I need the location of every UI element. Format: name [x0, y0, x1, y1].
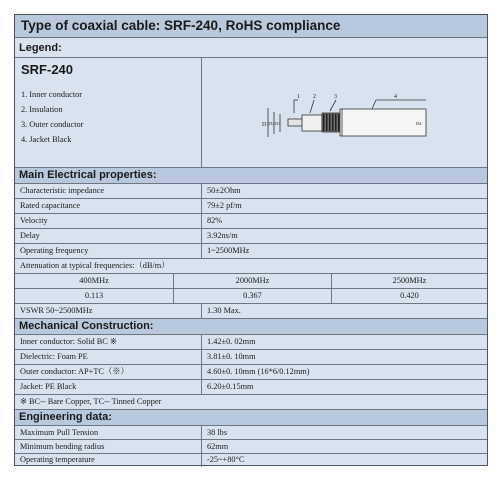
legend-item: 4. Jacket Black: [21, 135, 72, 144]
table-row: [15, 214, 487, 229]
cable-diagram-panel: [201, 58, 487, 167]
attenuation-label-row: [15, 259, 487, 274]
diagram-label-1: 1: [297, 94, 300, 100]
engineering-value: -25~+80°C: [201, 454, 487, 467]
property-label: Operating frequency: [20, 246, 89, 255]
engineering-heading: Engineering data:: [15, 410, 487, 426]
diagram-label-d2: D2: [269, 121, 275, 126]
vswr-label: VSWR 50~2500MHz: [20, 306, 93, 315]
legend-item: 2. Insulation: [21, 105, 63, 114]
legend-text: [15, 58, 201, 167]
attenuation-value: 0.367: [173, 289, 331, 303]
diagram-label-d1: D1: [262, 122, 270, 128]
material-note: ※ BC-- Bare Copper, TC-- Tinned Copper: [20, 397, 162, 406]
engineering-label: Operating temperature: [20, 455, 95, 464]
spec-title: Type of coaxial cable: SRF-240, RoHS compliance: [15, 15, 487, 38]
construction-value: 1.42±0. 02mm: [201, 335, 487, 349]
table-row: [15, 350, 487, 365]
legend-item: 1. Inner conductor: [21, 90, 83, 99]
construction-label: Dielectric: Foam PE: [20, 352, 88, 361]
construction-label: Outer conductor: AP+TC（※）: [20, 367, 129, 376]
property-label: Characteristic impedance: [20, 186, 105, 195]
table-row: [15, 440, 487, 454]
table-row: [15, 426, 487, 440]
diagram-label-2: 2: [313, 94, 316, 100]
electrical-heading: Main Electrical properties:: [15, 168, 487, 184]
vswr-value: 1.30 Max.: [201, 304, 487, 318]
attenuation-frequency: 2500MHz: [331, 274, 487, 288]
property-label: Delay: [20, 231, 40, 240]
table-row: [15, 335, 487, 350]
engineering-label: Minimum bending radius: [20, 442, 105, 451]
construction-label: Inner conductor: Solid BC ※: [20, 337, 117, 346]
legend-item: 3. Outer conductor: [21, 120, 84, 129]
table-row: [15, 380, 487, 395]
attenuation-value: 0.420: [331, 289, 487, 303]
attenuation-frequency: 400MHz: [79, 276, 109, 285]
property-value: 3.92ns/m: [201, 229, 487, 243]
mechanical-heading: Mechanical Construction:: [15, 319, 487, 335]
engineering-value: 38 lbs: [201, 426, 487, 439]
attenuation-frequency: 2000MHz: [173, 274, 331, 288]
construction-value: 3.81±0. 10mm: [201, 350, 487, 364]
legend-list: [15, 87, 201, 147]
construction-value: 6.20±0.15mm: [201, 380, 487, 394]
property-value: 79±2 pf/m: [201, 199, 487, 213]
attenuation-value-row: [15, 289, 487, 304]
diagram-label-4: 4: [394, 94, 397, 100]
attenuation-frequency-row: [15, 274, 487, 289]
table-row: [15, 199, 487, 214]
property-value: 1~2500MHz: [201, 244, 487, 258]
attenuation-label: Attenuation at typical frequencies:（dB/m）: [20, 261, 170, 270]
property-value: 50±2Ohm: [201, 184, 487, 198]
cable-cross-section-diagram: [202, 58, 489, 166]
diagram-label-d3: D3: [275, 121, 281, 126]
table-row: [15, 244, 487, 259]
table-row: [15, 454, 487, 467]
property-label: Velocity: [20, 216, 48, 225]
property-value: 82%: [201, 214, 487, 228]
property-label: Rated capacitance: [20, 201, 81, 210]
legend-heading: Legend:: [15, 38, 487, 58]
attenuation-value: 0.113: [84, 291, 104, 300]
table-row: [15, 184, 487, 199]
engineering-label: Maximum Pull Tension: [20, 428, 99, 437]
table-row: [15, 229, 487, 244]
model-name: SRF-240: [21, 62, 74, 77]
spec-sheet: [14, 14, 488, 466]
diagram-label-d4: D4: [416, 121, 422, 126]
construction-label: Jacket: PE Black: [20, 382, 77, 391]
vswr-row: [15, 304, 487, 319]
material-note-row: [15, 395, 487, 410]
diagram-label-3: 3: [334, 94, 337, 100]
legend-panel: [15, 58, 487, 168]
construction-value: 4.60±0. 10mm (16*6/0.12mm): [201, 365, 487, 379]
engineering-value: 62mm: [201, 440, 487, 453]
table-row: [15, 365, 487, 380]
